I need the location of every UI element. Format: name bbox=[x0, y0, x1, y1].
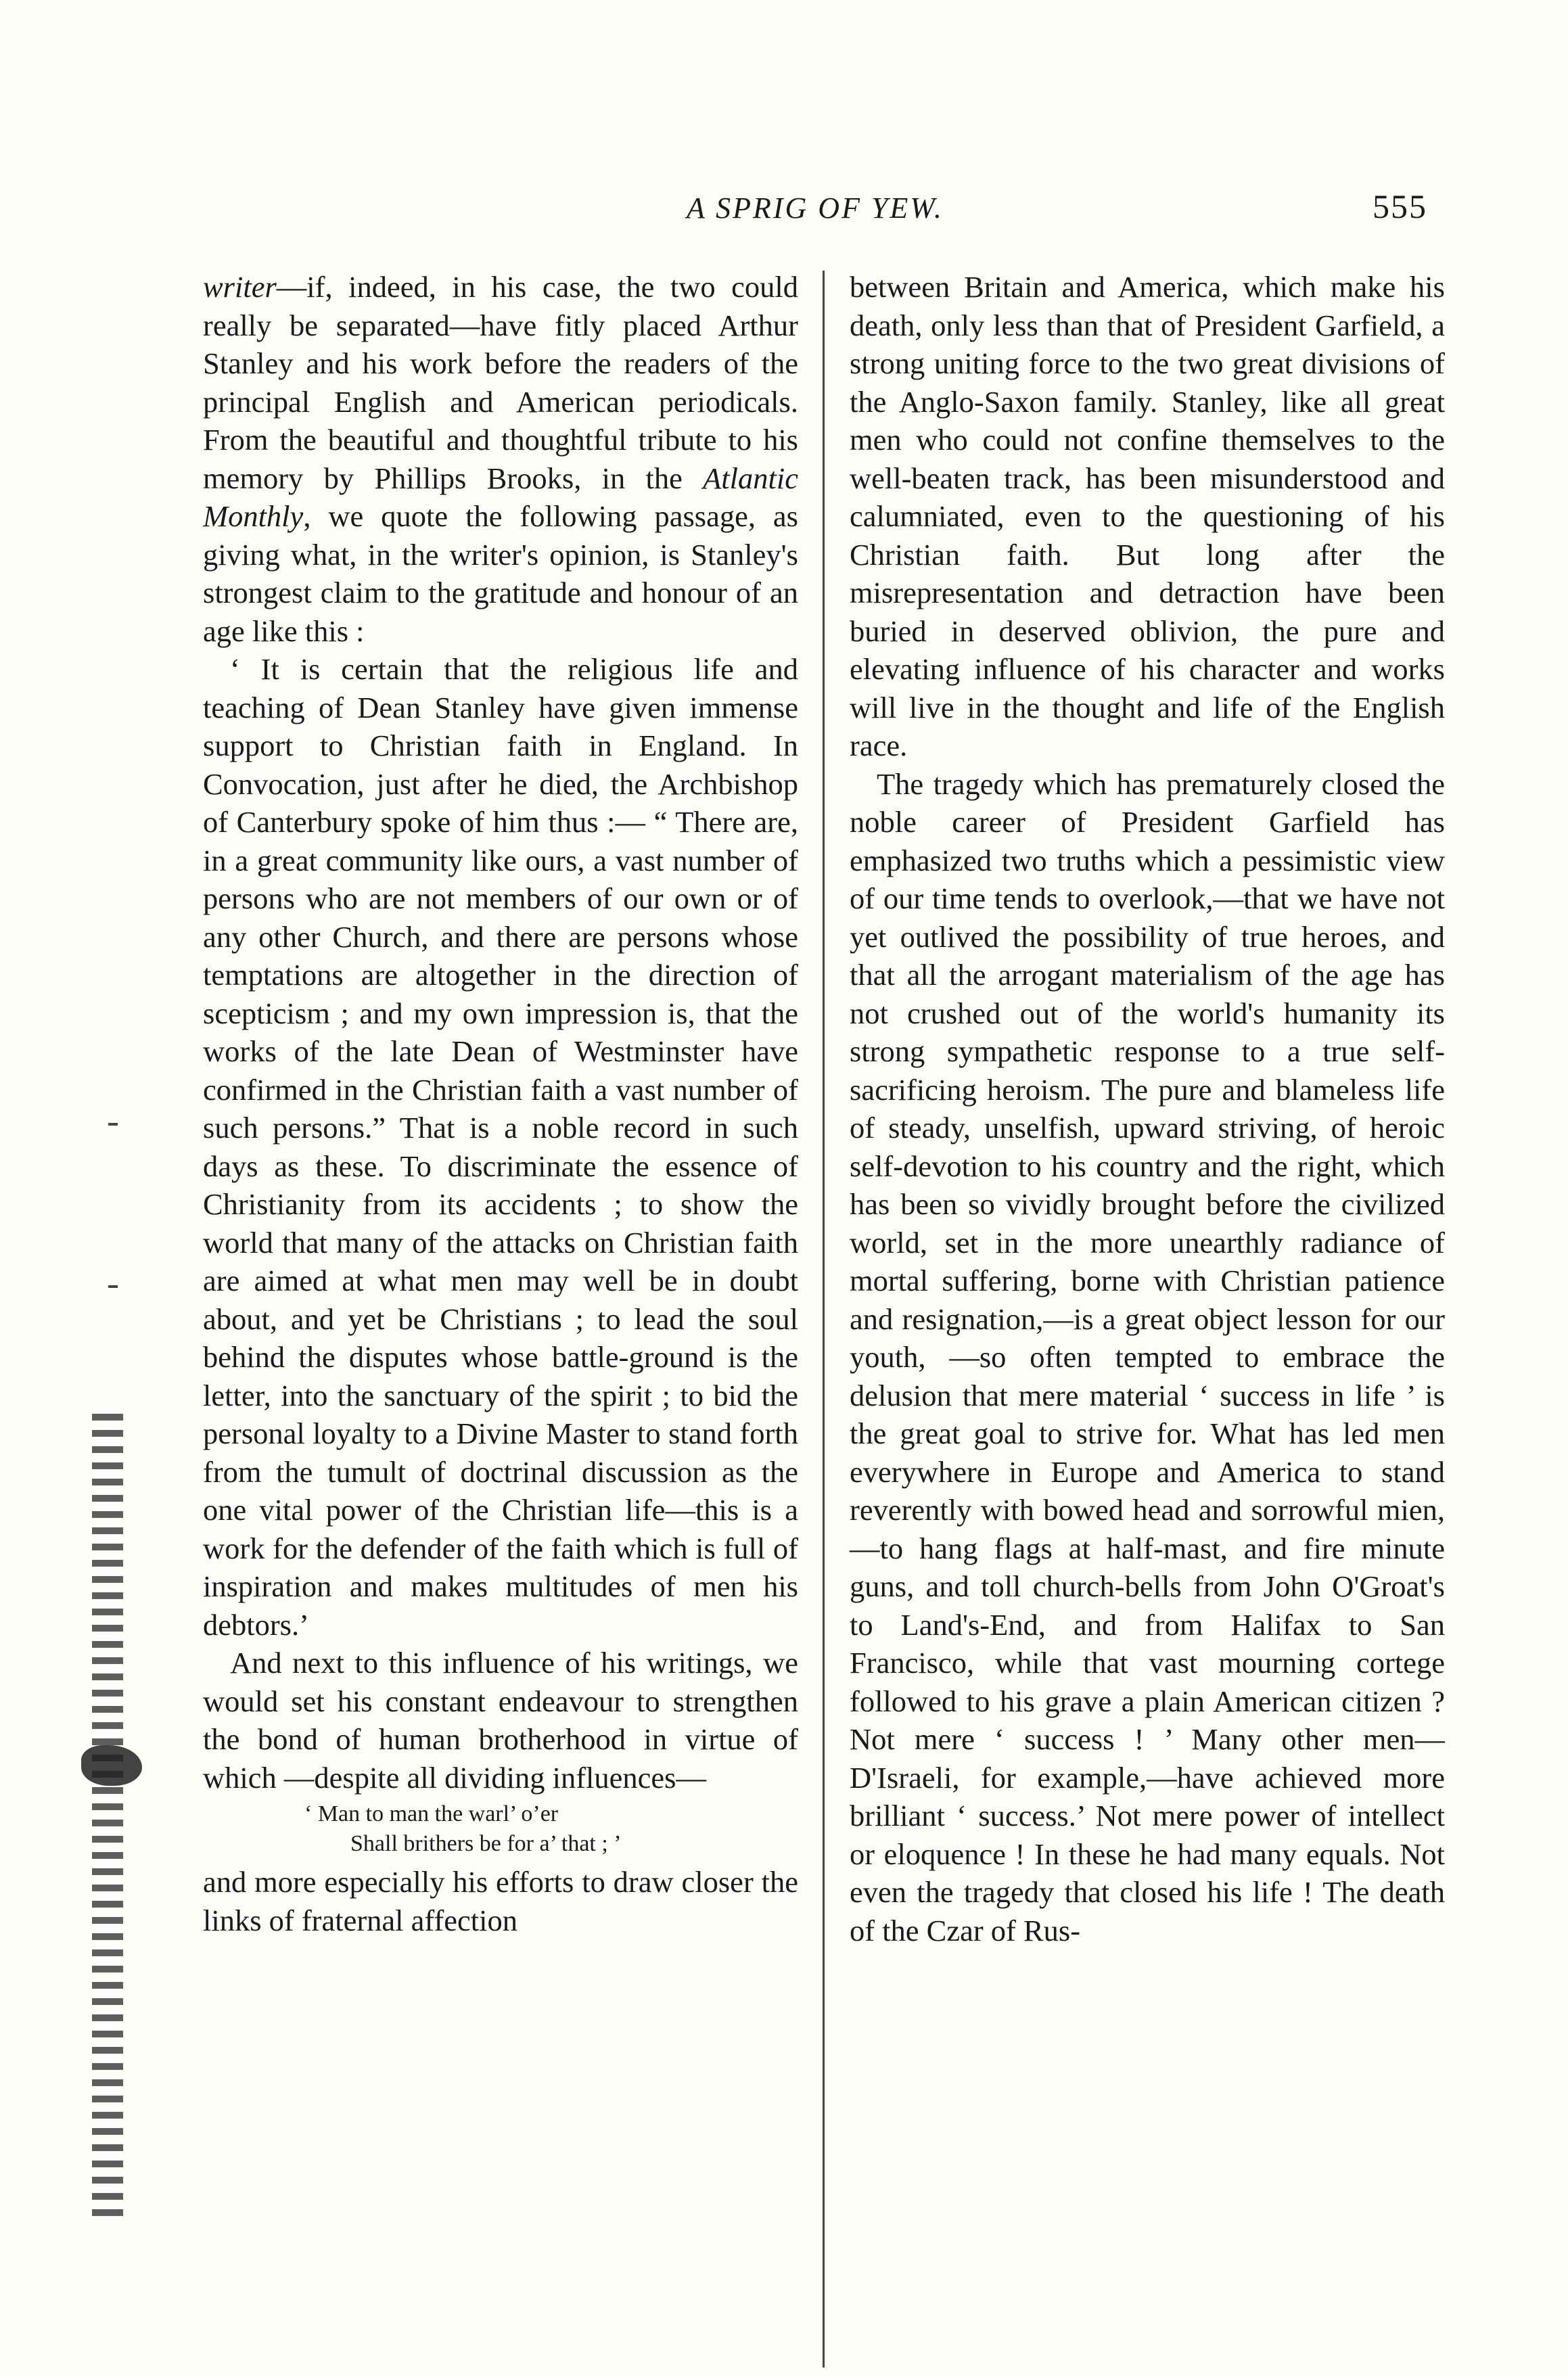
body-paragraph: ‘ It is certain that the religious life and teaching of Dean Stanley have given immense support to Christian faith in England. In Convocation, just after he died, the Archbishop of Canterbury spoke of him thus :— “ There are, in a great community like ours, a vast number of persons who are not members of our own or of any other Church, and there are persons whose temptations are altogether in the direction of scepticism ; and my own impression is, that the works of the late Dean of Westminster have confirmed in the Christian faith a vast number of such persons.” That is a noble record in such days as these. To discriminate the essence of Christianity from its accidents ; to show the world that many of the attacks on Christian faith are aimed at what men may well be in doubt about, and yet be Christians ; to lead the soul behind the disputes whose battle-ground is the letter, into the sanctuary of the spirit ; to bid the personal loyalty to a Divine Master to stand forth from the tumult of doctrinal discussion as the one vital power of the Christian life—this is a work for the defender of the faith which is full of inspiration and makes multitudes of men his debtors.’ bbox=[203, 652, 798, 1642]
left-column bbox=[203, 268, 798, 1939]
verse-quote bbox=[203, 1799, 798, 1859]
body-paragraph: The tragedy which has prematurely closed the noble career of President Garfield has emphasized two truths which a pessimistic view of our time tends to overlook,—that we have not yet outlived the possibility of true heroes, and that all the arrogant materialism of the age has not crushed out of the world's humanity its strong sympathetic response to a true self-sacrificing heroism. The pure and blameless life of steady, unselfish, upward striving, of heroic self-devotion to his country and the right, which has been so vividly brought before the civilized world, set in the more unearthly radiance of mortal suffering, borne with Christian patience and resignation,—is a great object lesson for our youth, —so often tempted to embrace the delusion that mere material ‘ success in life ’ is the great goal to strive for. What has led men everywhere in Europe and America to stand reverently with bowed head and sorrowful mien, —to hang flags at half-mast, and fire minute guns, and toll church-bells from John O'Groat's to Land's-End, and from Halifax to San Francisco, while that vast mourning cortege followed to his grave a plain American citizen ? Not mere ‘ success ! ’ Many other men—D'Israeli, for example,—have achieved more brilliant ‘ success.’ Not mere power of intellect or eloquence ! In these he had many equals. Not even the tragedy that closed his life ! The death of the Czar of Rus- bbox=[850, 766, 1445, 1947]
column-divider bbox=[823, 271, 825, 2368]
running-head: A SPRIG OF YEW. bbox=[687, 191, 944, 225]
right-column bbox=[850, 268, 1445, 1949]
body-paragraph: writer—if, indeed, in his case, the two could really be separated—have fitly placed Arthur Stanley and his work before the readers of the principal English and American periodicals. From the beautiful and thoughtful tribute to his memory by Phillips Brooks, in the Atlantic Monthly, we quote the following passage, as giving what, in the writer's opinion, is Stanley's strongest claim to the gratitude and honour of an age like this : bbox=[203, 270, 798, 648]
binding-edge-marks bbox=[27, 1123, 135, 2340]
page-header bbox=[203, 184, 1427, 238]
page-number: 555 bbox=[1373, 187, 1427, 225]
body-paragraph: and more especially his efforts to draw closer the links of fraternal affection bbox=[203, 1865, 798, 1937]
verse-line: Shall brithers be for a’ that ; ’ bbox=[350, 1831, 622, 1856]
verse-line: ‘ Man to man the warl’ o’er bbox=[304, 1801, 559, 1826]
body-paragraph: And next to this influence of his writings, we would set his constant endeavour to strengthen the bond of human brotherhood in virtue of which —despite all dividing influences— bbox=[203, 1646, 798, 1795]
body-paragraph: between Britain and America, which make his death, only less than that of President Garfield, a strong uniting force to the two great divisions of the Anglo-Saxon family. Stanley, like all great men who could not confine themselves to the well-beaten track, has been misunderstood and calumniated, even to the questioning of his Christian faith. But long after the misrepresentation and detraction have been buried in deserved oblivion, the pure and elevating influence of his character and works will live in the thought and life of the English race. bbox=[850, 270, 1445, 762]
